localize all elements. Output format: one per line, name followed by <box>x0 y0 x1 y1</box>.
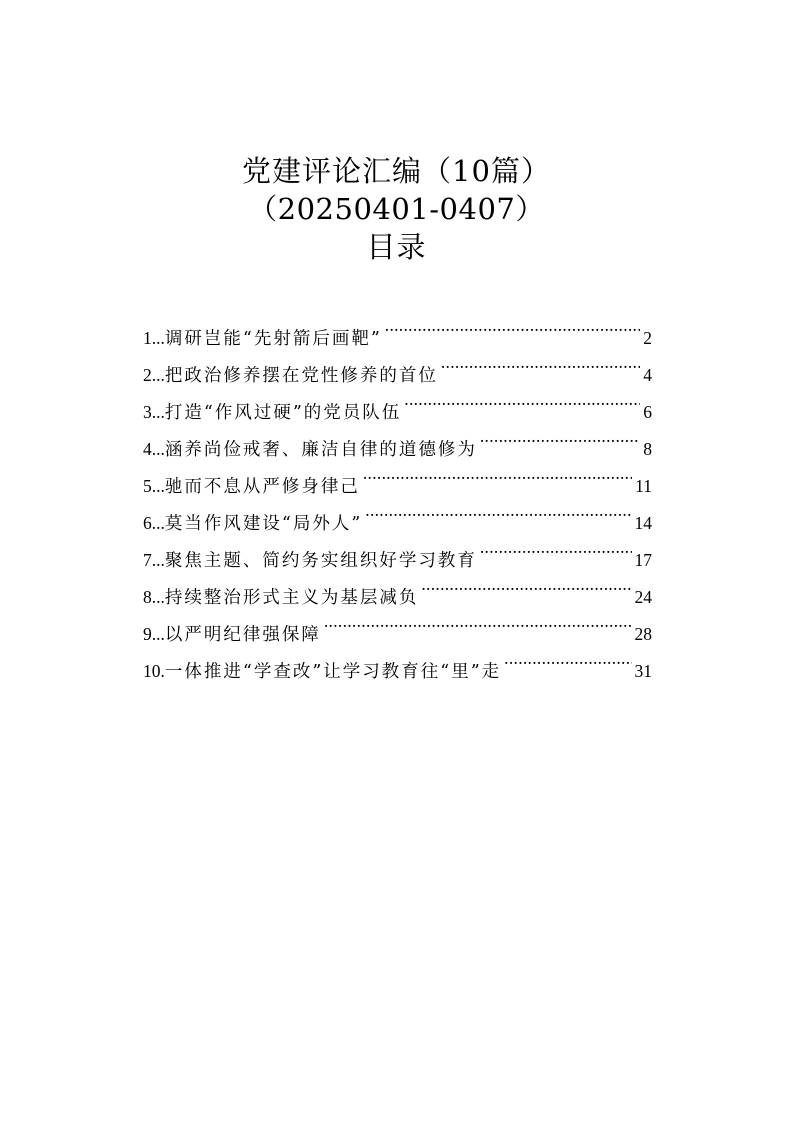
toc-entry-title: 一体推进“学查改”让学习教育往“里”走 <box>164 662 502 682</box>
toc-dot-leader <box>404 381 640 418</box>
toc-entry-page: 8 <box>643 439 652 459</box>
toc-entry-page: 28 <box>634 624 652 644</box>
toc-dot-leader <box>421 566 631 603</box>
toc-entry-number: 9 <box>143 624 152 644</box>
toc-entry-number: 6 <box>143 513 152 533</box>
toc-entry-separator: . <box>160 661 165 681</box>
toc-entry-number: 2 <box>143 365 152 385</box>
toc-entry-page: 6 <box>643 402 652 422</box>
title-date-range: （20250401-0407） <box>248 192 545 226</box>
toc-entry-number: 4 <box>143 439 152 459</box>
toc-entry-title: 打造“作风过硬”的党员队伍 <box>164 403 402 423</box>
toc-entry-title: 持续整治形式主义为基层减负 <box>164 588 419 608</box>
toc-entry-page: 11 <box>635 476 652 496</box>
toc-entry-separator: ... <box>151 624 165 644</box>
toc-entry-number: 5 <box>143 476 152 496</box>
toc-entry-separator: ... <box>151 476 165 496</box>
toc-entry-title: 把政治修养摆在党性修养的首位 <box>164 366 438 386</box>
toc-entry-page: 14 <box>634 513 652 533</box>
toc-entry[interactable] <box>143 307 652 349</box>
toc-entry-separator: ... <box>151 513 165 533</box>
toc-entry-number: 8 <box>143 587 152 607</box>
toc-entry-separator: ... <box>151 587 165 607</box>
toc-entry-title: 莫当作风建设“局外人” <box>164 514 363 534</box>
toc-entry-title: 聚焦主题、简约务实组织好学习教育 <box>164 551 477 571</box>
toc-dot-leader <box>480 529 632 566</box>
toc-entry-page: 31 <box>634 661 652 681</box>
title-toc-heading: 目录 <box>366 230 427 264</box>
toc-entry-page: 4 <box>643 365 652 385</box>
title-main: 党建评论汇编（10篇） <box>242 154 551 188</box>
toc-entry-title: 驰而不息从严修身律己 <box>164 477 360 497</box>
toc-entry-title: 以严明纪律强保障 <box>164 625 321 645</box>
toc-entry-number: 7 <box>143 550 152 570</box>
toc-entry-page: 2 <box>643 328 652 348</box>
toc-entry-number: 1 <box>143 328 152 348</box>
toc-dot-leader <box>324 603 632 640</box>
toc-entry-separator: ... <box>151 402 165 422</box>
toc-entry-separator: ... <box>151 328 165 348</box>
toc-entry-number: 3 <box>143 402 152 422</box>
toc-entry-page: 17 <box>634 550 652 570</box>
toc-entry-page: 24 <box>634 587 652 607</box>
toc-dot-leader <box>480 418 640 455</box>
toc-dot-leader <box>363 455 632 492</box>
toc-entry-title: 涵养尚俭戒奢、廉洁自律的道德修为 <box>164 440 477 460</box>
toc-entry-number: 10 <box>143 661 161 681</box>
toc-dot-leader <box>441 344 640 381</box>
toc-entry-separator: ... <box>151 439 165 459</box>
toc-dot-leader <box>385 307 640 344</box>
toc-entry-title: 调研岂能“先射箭后画靶” <box>164 329 382 349</box>
table-of-contents <box>143 307 652 682</box>
toc-dot-leader <box>365 492 631 529</box>
toc-entry-separator: ... <box>151 365 165 385</box>
toc-dot-leader <box>504 640 631 677</box>
toc-entry-separator: ... <box>151 550 165 570</box>
document-title <box>0 152 793 266</box>
